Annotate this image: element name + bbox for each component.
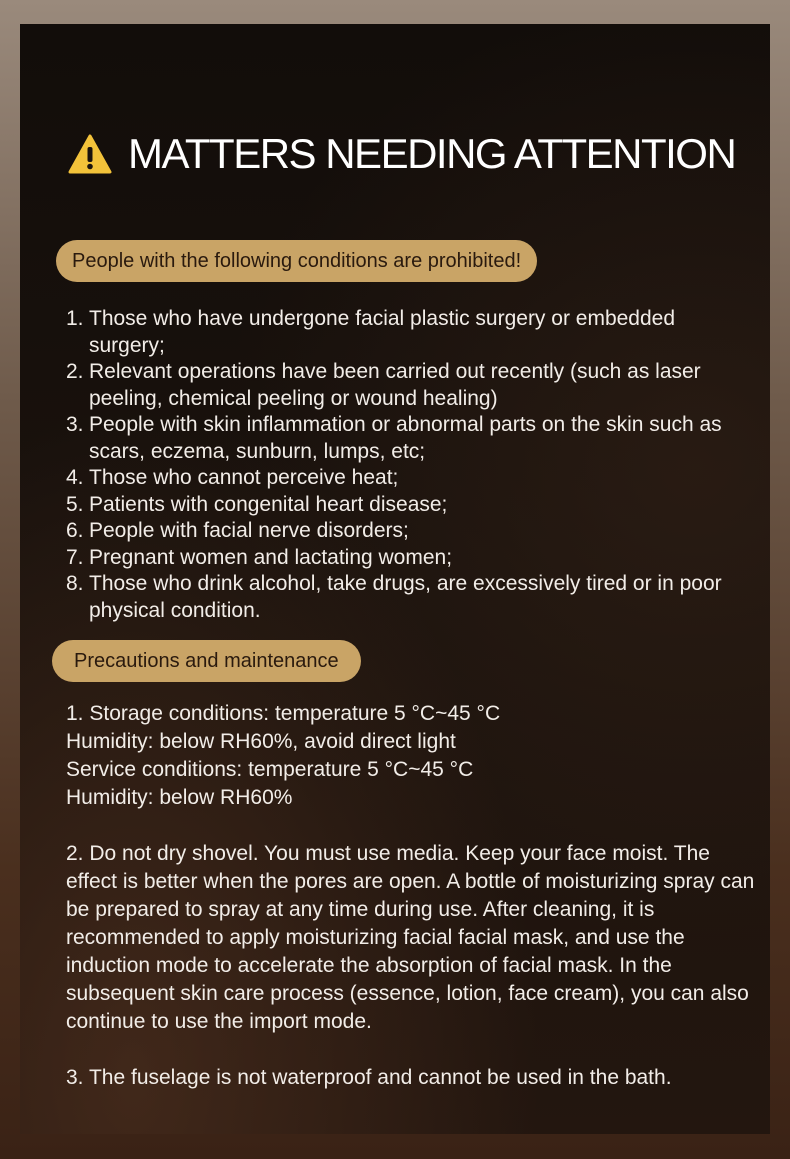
humidity-line: Humidity: below RH60%, avoid direct light [66, 730, 456, 753]
list-item: 5. Patients with congenital heart disease; [66, 492, 448, 516]
waterproof-paragraph: 3. The fuselage is not waterproof and cannot be used in the bath. [66, 1066, 672, 1089]
list-item: 3. People with skin inflammation or abnormal parts on the skin such as scars, eczema, sunburn, lumps, etc; [66, 413, 722, 463]
precautions-text [66, 700, 756, 1092]
list-item: 7. Pregnant women and lactating women; [66, 545, 453, 569]
content-panel [20, 24, 770, 1134]
precautions-badge: Precautions and maintenance [52, 640, 361, 682]
usage-paragraph: 2. Do not dry shovel. You must use media. Keep your face moist. The effect is better when the pores are open. A bottle of moisturizing spray can be prepared to spray at any time during use. After cleaning, it is recommended to apply moisturizing facial facial mask, and use the induction mode to accelerate the absorption of facial mask. In the subsequent skin care process (essence, lotion, face cream), you can also continue to use the import mode. [66, 842, 755, 1033]
warning-triangle-icon [68, 133, 112, 175]
list-item: 6. People with facial nerve disorders; [66, 519, 409, 542]
list-item: 1. Those who have undergone facial plastic surgery or embedded surgery; [66, 307, 676, 357]
list-item: 2. Relevant operations have been carried out recently (such as laser peeling, chemical peeling or wound healing) [66, 360, 701, 410]
spacer [66, 812, 756, 840]
service-humidity-line: Humidity: below RH60% [66, 786, 293, 809]
spacer [66, 1036, 756, 1064]
prohibited-conditions-badge: People with the following conditions are prohibited! [56, 240, 537, 282]
page-title: MATTERS NEEDING ATTENTION [128, 130, 736, 177]
header [68, 124, 735, 184]
prohibited-conditions-list [66, 306, 756, 624]
storage-line: 1. Storage conditions: temperature 5 °C~45 °C [66, 702, 501, 725]
service-line: Service conditions: temperature 5 °C~45 °C [66, 758, 474, 781]
list-item: 8. Those who drink alcohol, take drugs, are excessively tired or in poor physical condition. [66, 572, 722, 622]
list-item: 4. Those who cannot perceive heat; [66, 466, 399, 489]
